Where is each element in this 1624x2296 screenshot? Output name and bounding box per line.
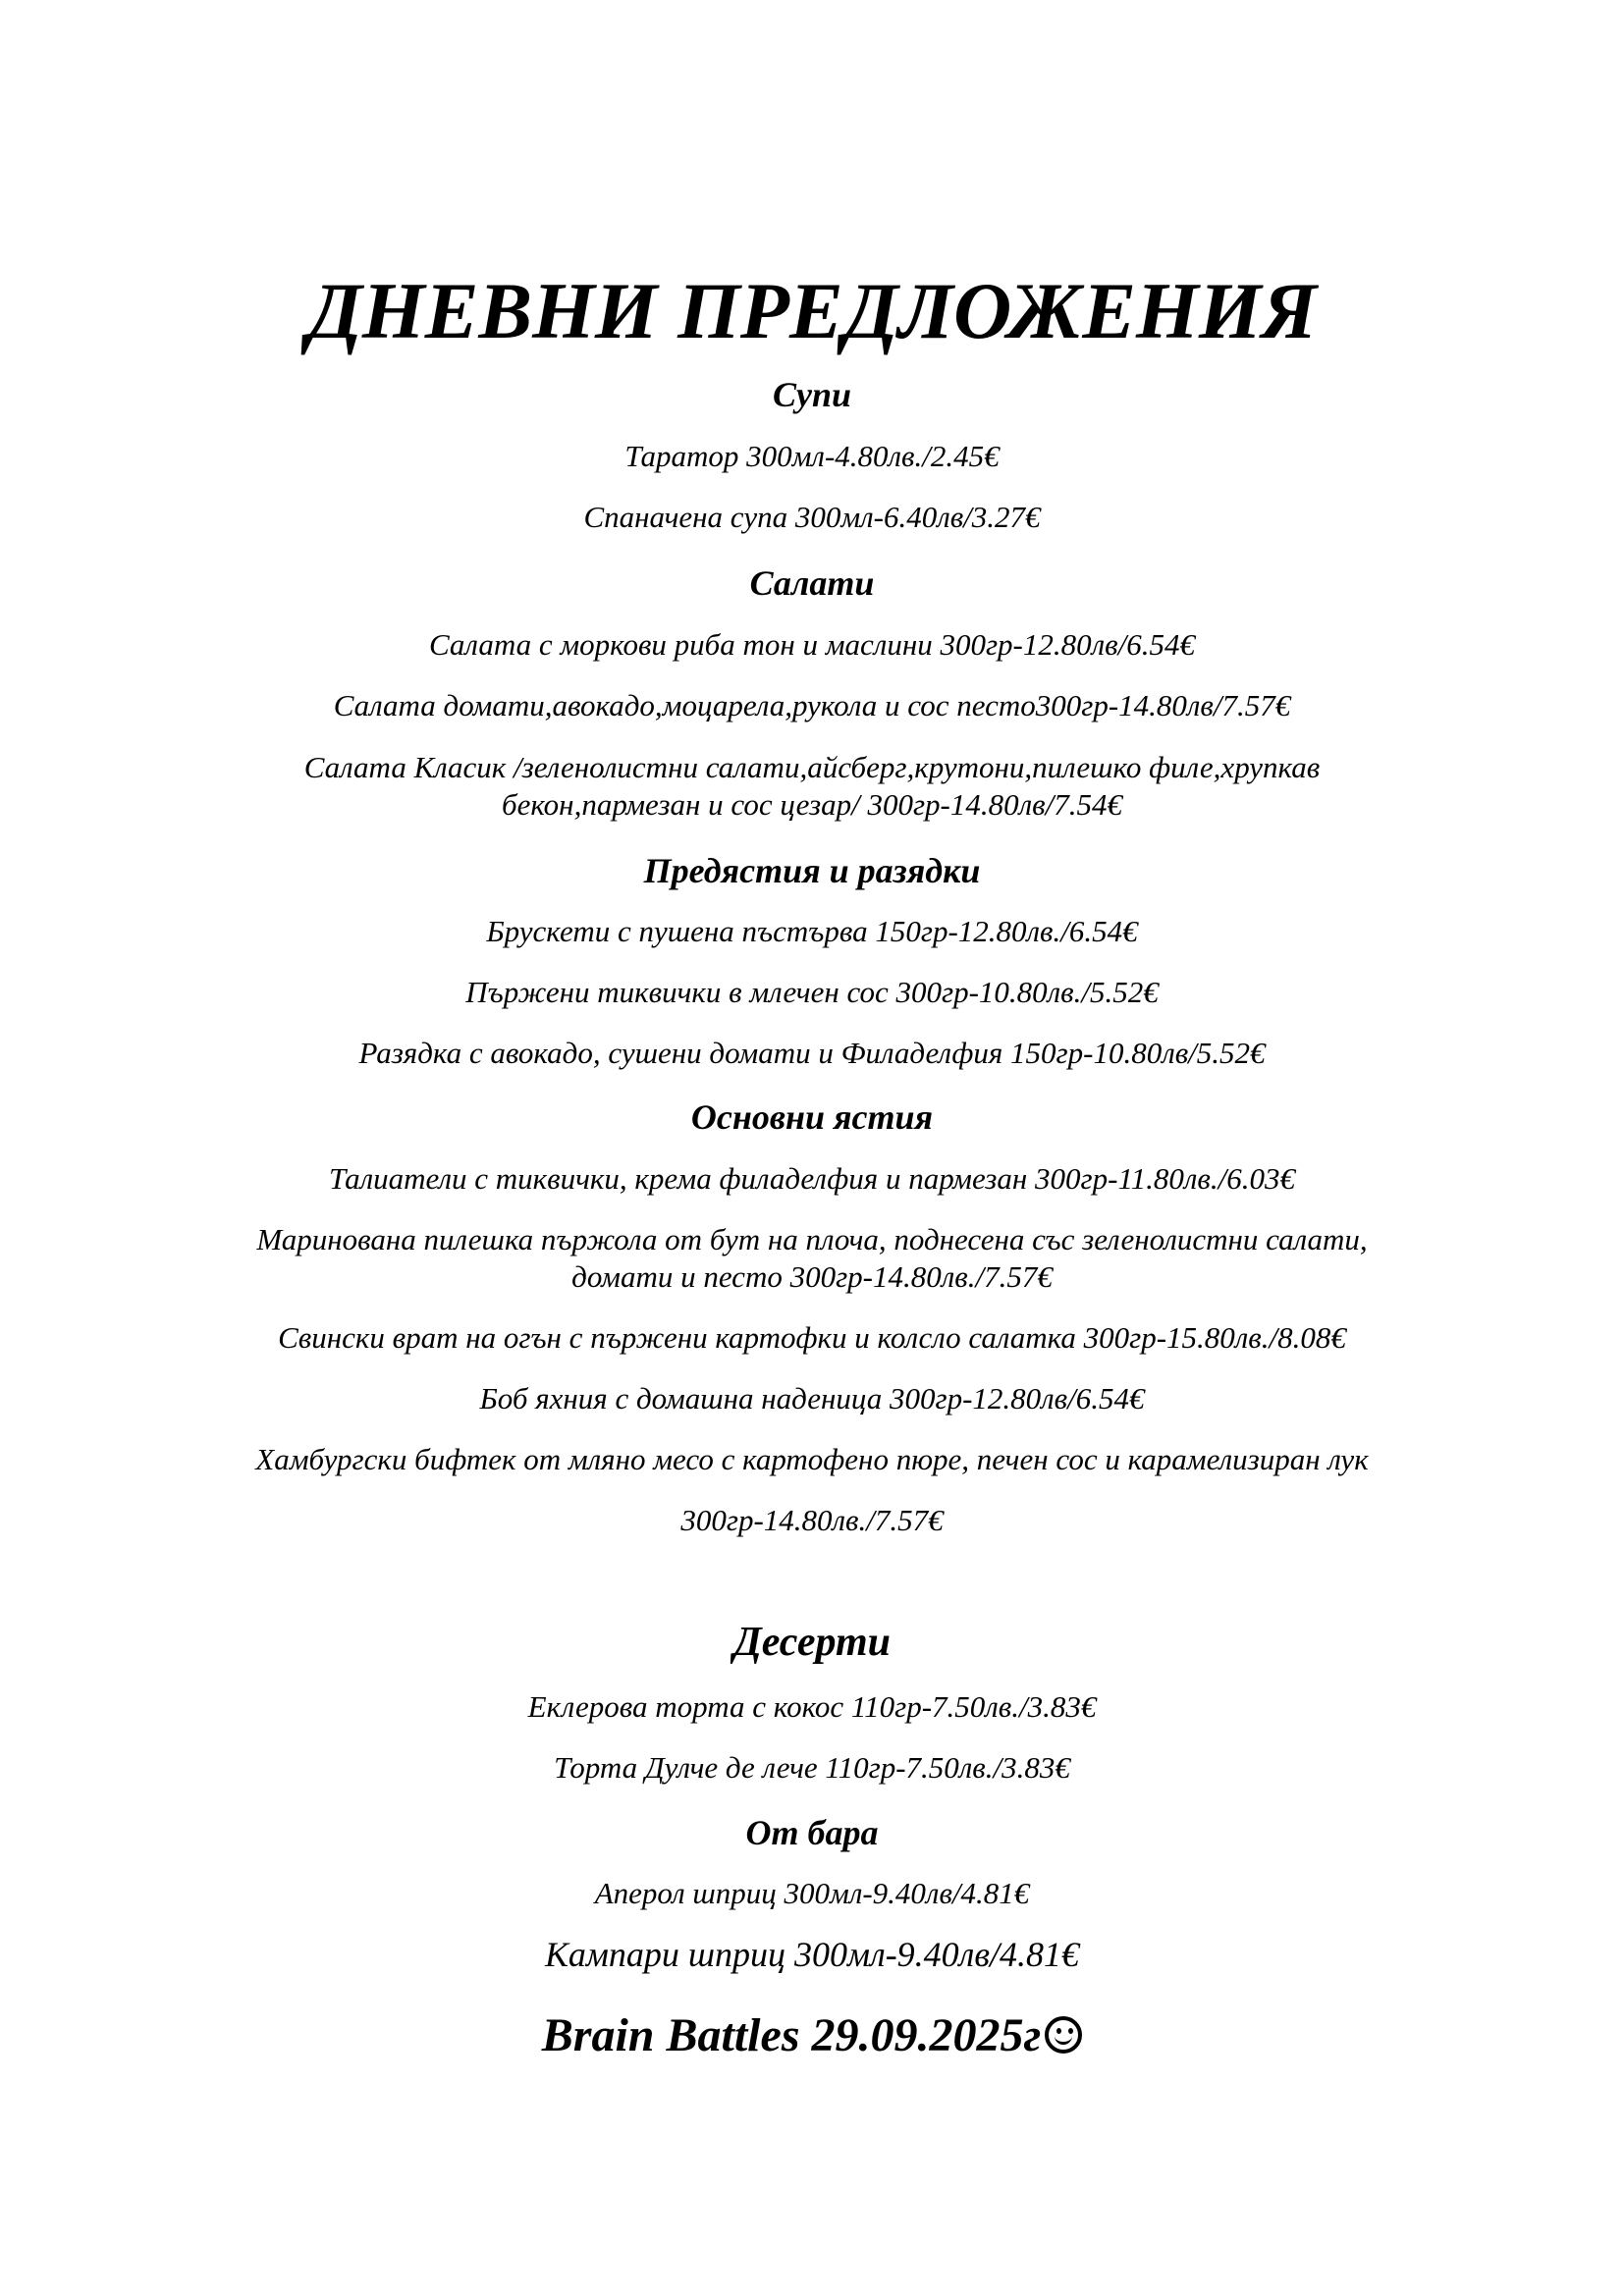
menu-item: Боб яхния с домашна наденица 300гр-12.80лв/6.54€ xyxy=(479,1381,1145,1415)
footer-text: Brain Battles 29.09.2025г xyxy=(541,2009,1042,2061)
menu-item: Маринована пилешка пържола от бут на плоча, поднесена със зеленолистни салати, xyxy=(256,1222,1368,1256)
footer-event-line xyxy=(0,2010,1624,2062)
section-heading-mains: Основни ястия xyxy=(690,1097,934,1137)
menu-item: Свински врат на огън с пържени картофки и колсло салатка 300гр-15.80лв./8.08€ xyxy=(278,1320,1346,1355)
menu-item-continuation: 300гр-14.80лв./7.57€ xyxy=(680,1503,944,1537)
menu-item: Аперол шприц 300мл-9.40лв/4.81€ xyxy=(594,1876,1030,1910)
menu-item: Пържени тиквички в млечен сос 300гр-10.80лв./5.52€ xyxy=(465,975,1159,1009)
menu-item: Салата домати,авокадо,моцарела,рукола и сос песто300гр-14.80лв/7.57€ xyxy=(333,688,1291,722)
menu-item: Брускети с пушена пъстърва 150гр-12.80лв./6.54€ xyxy=(486,914,1138,948)
smiley-icon xyxy=(1045,2016,1082,2054)
section-heading-bar: От бара xyxy=(745,1813,879,1852)
menu-item-continuation: бекон,пармезан и сос цезар/ 300гр-14.80лв/7.54€ xyxy=(502,787,1122,822)
menu-item: Спаначена супа 300мл-6.40лв/3.27€ xyxy=(583,500,1041,534)
menu-item: Разядка с авокадо, сушени домати и Филаделфия 150гр-10.80лв/5.52€ xyxy=(358,1036,1266,1070)
section-heading-desserts: Десерти xyxy=(733,1620,891,1665)
menu-item: Еклерова торта с кокос 110гр-7.50лв./3.83€ xyxy=(527,1689,1097,1724)
page-title: ДНЕВНИ ПРЕДЛОЖЕНИЯ xyxy=(306,266,1318,355)
menu-item: Торта Дулче де лече 110гр-7.50лв./3.83€ xyxy=(554,1750,1070,1785)
section-heading-salads: Салати xyxy=(749,563,875,603)
menu-item: Таратор 300мл-4.80лв./2.45€ xyxy=(624,439,1000,473)
menu-item: Салата с моркови риба тон и маслини 300гр-12.80лв/6.54€ xyxy=(429,627,1195,662)
section-heading-starters: Предястия и разядки xyxy=(643,851,981,890)
menu-item-continuation: домати и песто 300гр-14.80лв./7.57€ xyxy=(571,1259,1053,1294)
section-heading-soups: Супи xyxy=(772,375,852,414)
menu-item: Салата Класик /зеленолистни салати,айсберг,крутони,пилешко филе,хрупкав xyxy=(303,750,1321,784)
menu-item: Кампари шприц 300мл-9.40лв/4.81€ xyxy=(544,1935,1080,1974)
menu-item: Талиатели с тиквички, крема филаделфия и пармезан 300гр-11.80лв./6.03€ xyxy=(329,1161,1295,1196)
menu-item: Хамбургски бифтек от мляно месо с картофено пюре, печен сос и карамелизиран лук xyxy=(255,1442,1369,1476)
